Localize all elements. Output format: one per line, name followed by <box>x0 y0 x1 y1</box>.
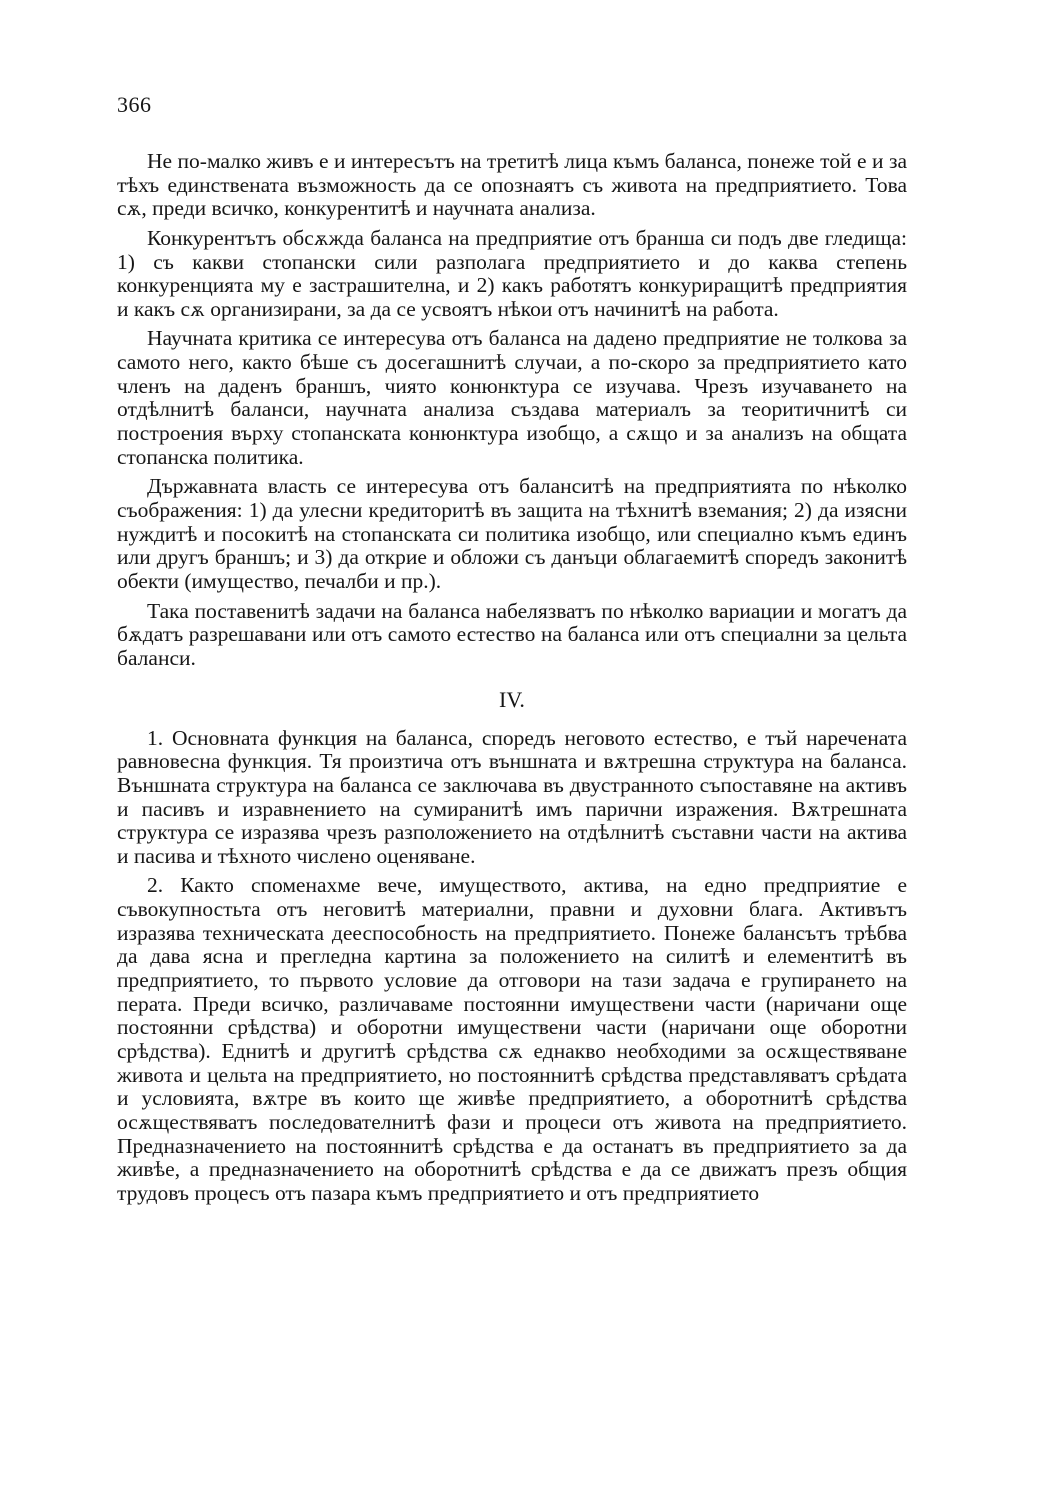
paragraph-scientific-criticism: Научната критика се интересува отъ баланса на дадено предприятие не толкова за самото него, както бѣше съ досегашнитѣ случаи, а по-скоро за предприятието като членъ на даденъ браншъ, чиято конюнктура се изучава. Чрезъ изучаването на отдѣлнитѣ баланси, научната анализа създава материалъ за теоритичнитѣ си построения върху стопанската конюнктура изобщо, а сѫщо и за анализъ на общата стопанска политика. <box>117 326 907 469</box>
page-number: 366 <box>117 92 152 117</box>
paragraph-assets: 2. Както споменахме вече, имуществото, актива, на едно предприятие е съвокупностьта отъ неговитѣ материални, правни и духовни блага. Активътъ изразява техническата дееспособность на предприятието. Понеже балансътъ трѣбва да дава ясна и прегледна картина за положението на силитѣ и елементитѣ въ предприятието, то първото условие да отговори на тази задача е групирането на перата. Преди всичко, различаваме постоянни имуществени части (наричани още постоянни срѣдства) и оборотни имуществени части (наричани още оборотни срѣдства). Еднитѣ и другитѣ срѣдства сѫ еднакво необходими за осѫществяване живота и цельта на предприятието, но постояннитѣ срѣдства представляватъ срѣдата и условията, вѫтре въ които ще живѣе предприятието, а оборотнитѣ срѣдства осѫществяватъ последователнитѣ фази и процеси отъ живота на предприятието. Предназначението на постояннитѣ срѣдства е да останатъ въ предприятието за да живѣе, а предназначението на оборотнитѣ срѣдства е да се движатъ презъ общия трудовъ процесъ отъ пазара къмъ предприятието и отъ предприятието <box>117 873 907 1205</box>
paragraph-main-function: 1. Основната функция на баланса, споредъ неговото естество, е тъй наречената равновесна функция. Тя произтича отъ външната и вѫтрешна структура на баланса. Външната структура на баланса се заключава въ двустранното съпоставяне на активъ и пасивъ и изравнението на сумиранитѣ имъ парични изражения. Вѫтрешната структура се изразява чрезъ разположението на отдѣлнитѣ съставни части на актива и пасива и тѣхното числено оценяване. <box>117 725 907 868</box>
paragraph-state-authority: Държавната власть се интересува отъ баланситѣ на предприятията по нѣколко съображения: 1) да улесни кредиторитѣ въ защита на тѣхнитѣ вземания; 2) да изясни нуждитѣ и посокитѣ на стопанската си политика изобщо, или специално къмъ единъ или другъ браншъ; и 3) да открие и обложи съ данъци облагаемитѣ споредъ законитѣ обекти (имущество, печалби и пр.). <box>117 474 907 593</box>
section-heading: IV. <box>499 687 525 713</box>
paragraph-third-parties: Не по-малко живъ е и интересътъ на третитѣ лица къмъ баланса, понеже той е и за тѣхъ единствената възможность да се опознаятъ съ живота на предприятието. Това сѫ, преди всичко, конкурентитѣ и научната анализа. <box>117 149 907 221</box>
text-column <box>117 150 907 1211</box>
paragraph-competitor: Конкурентътъ обсѫжда баланса на предприятие отъ бранша си подъ две гледища: 1) съ какви стопански сили разполага предприятието и до каква степень конкуренцията му е застрашителна, и 2) какъ работятъ конкуриращитѣ предприятия и какъ сѫ организирани, за да се усвоятъ нѣкои отъ начинитѣ на работа. <box>117 225 907 321</box>
paragraph-balance-tasks: Така поставенитѣ задачи на баланса набелязватъ по нѣколко вариации и могатъ да бѫдатъ разрешавани или отъ самото естество на баланса или отъ специални за цельта баланси. <box>117 598 907 670</box>
